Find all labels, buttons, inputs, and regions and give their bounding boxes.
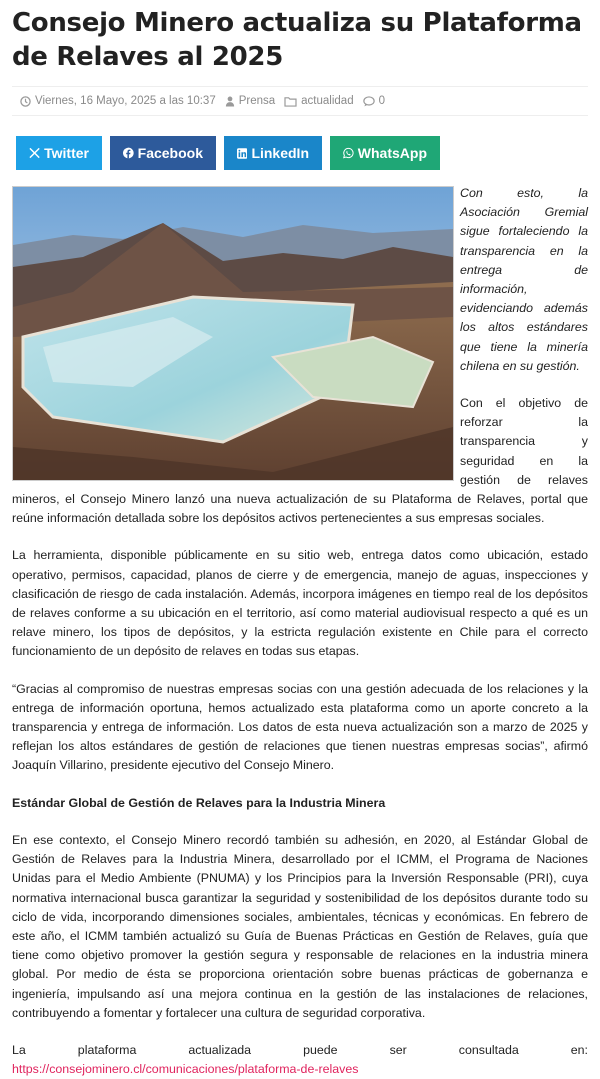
linkedin-icon <box>237 147 247 160</box>
clock-icon <box>20 96 31 107</box>
meta-date-text: Viernes, 16 Mayo, 2025 a las 10:37 <box>35 95 216 107</box>
share-whatsapp-label: WhatsApp <box>357 145 427 161</box>
meta-author[interactable] <box>225 95 275 107</box>
meta-comments-count: 0 <box>378 95 385 107</box>
whatsapp-icon <box>343 146 354 160</box>
article-paragraph-3: En ese contexto, el Consejo Minero recordó también su adhesión, en 2020, al Estándar Global de Gestión de Relaves para la Industria Minera, desarrollado por el ICMM, el Programa de Naciones Unidas para el Medio Ambiente (PNUMA) y los Principios para la Inversión Responsable (PRI), cuya normativa internacional busca garantizar la seguridad y sostenibilidad de los depósitos durante todo su ciclo de vida, incorporando dimensiones sociales, ambientales, técnicas y económicas. En febrero de este año, el ICMM también actualizó su Guía de Buenas Prácticas en Gestión de Relaves, guía que tiene como objetivo promover la gestión segura y responsable de relaciones en la industria minera global. Por medio de ésta se proporciona orientación sobre buenas prácticas de gobernanza e ingeniería, impulsando así una mejora continua en la gestión de las instalaciones de relaciones, contribuyendo a fomentar y fortalecer una cultura de seguridad corporativa. <box>12 832 588 1020</box>
folder-icon <box>284 96 297 107</box>
share-facebook-button[interactable] <box>110 136 216 170</box>
tailings-landscape-image <box>12 186 454 481</box>
article-quote: “Gracias al compromiso de nuestras empresas socias con una gestión adecuada de los relaciones y la entrega de información oportuna, hemos actualizado esta plataforma como un aporte concreto a la transparencia y entrega de información. Los datos de esta nueva actualización son a marzo de 2025 y reflejan los altos estándares de gestión de relaciones que tienen nuestras empresas socias”, afirmó Joaquín Villarino, presidente ejecutivo del Consejo Minero. <box>12 681 588 773</box>
closing-text: La plataforma actualizada puede ser consultada en: <box>12 1042 588 1057</box>
comment-icon <box>363 96 375 107</box>
article-paragraph-1: Con el objetivo de reforzar la transparencia y seguridad en la gestión de relaves mineros, el Consejo Minero lanzó una nueva actualización de su Plataforma de Relaves, portal que reúne información detallada sobre los depósitos activos pertenecientes a sus empresas sociales. <box>12 396 588 526</box>
platform-link[interactable]: https://consejominero.cl/comunicaciones/plataforma-de-relaves <box>12 1062 359 1077</box>
share-facebook-label: Facebook <box>137 145 203 161</box>
share-twitter-label: Twitter <box>44 145 89 161</box>
article-closing <box>12 1041 588 1079</box>
meta-category-text: actualidad <box>301 95 354 107</box>
x-logo-icon <box>29 147 40 159</box>
meta-comments[interactable] <box>363 95 385 107</box>
meta-author-text: Prensa <box>238 95 276 107</box>
article-subheading: Estándar Global de Gestión de Relaves para la Industria Minera <box>12 795 386 810</box>
user-icon <box>225 96 235 107</box>
article-title: Consejo Minero actualiza su Plataforma de Relaves al 2025 <box>12 8 582 72</box>
article-paragraph-2: La herramienta, disponible públicamente en su sitio web, entrega datos como ubicación, estado operativo, permisos, capacidad, planos de cierre y de emergencia, manejo de aguas, inspecciones y clasificación de riesgo de cada instalación. Además, incorpora imágenes en tiempo real de los depósitos de relaves conforme a su ubicación en el territorio, así como material audiovisual respecto a qué es un relave minero, los tipos de depósitos, y la estricta regulación existente en Chile para el correcto funcionamiento de un depósito de relaves en todas sus etapas. <box>12 548 588 659</box>
article-body <box>12 184 588 1079</box>
article-meta <box>12 86 588 116</box>
share-twitter-button[interactable] <box>16 136 102 170</box>
meta-date <box>20 95 216 107</box>
share-bar <box>12 136 588 170</box>
share-linkedin-button[interactable] <box>224 136 322 170</box>
article-lead: Con esto, la Asociación Gremial sigue fortaleciendo la transparencia en la entrega de información, evidenciando además los altos estándares que tiene la minería chilena en su gestión. <box>460 186 588 373</box>
facebook-icon <box>123 146 134 160</box>
meta-category[interactable] <box>284 95 353 107</box>
share-linkedin-label: LinkedIn <box>251 145 309 161</box>
share-whatsapp-button[interactable] <box>330 136 440 170</box>
